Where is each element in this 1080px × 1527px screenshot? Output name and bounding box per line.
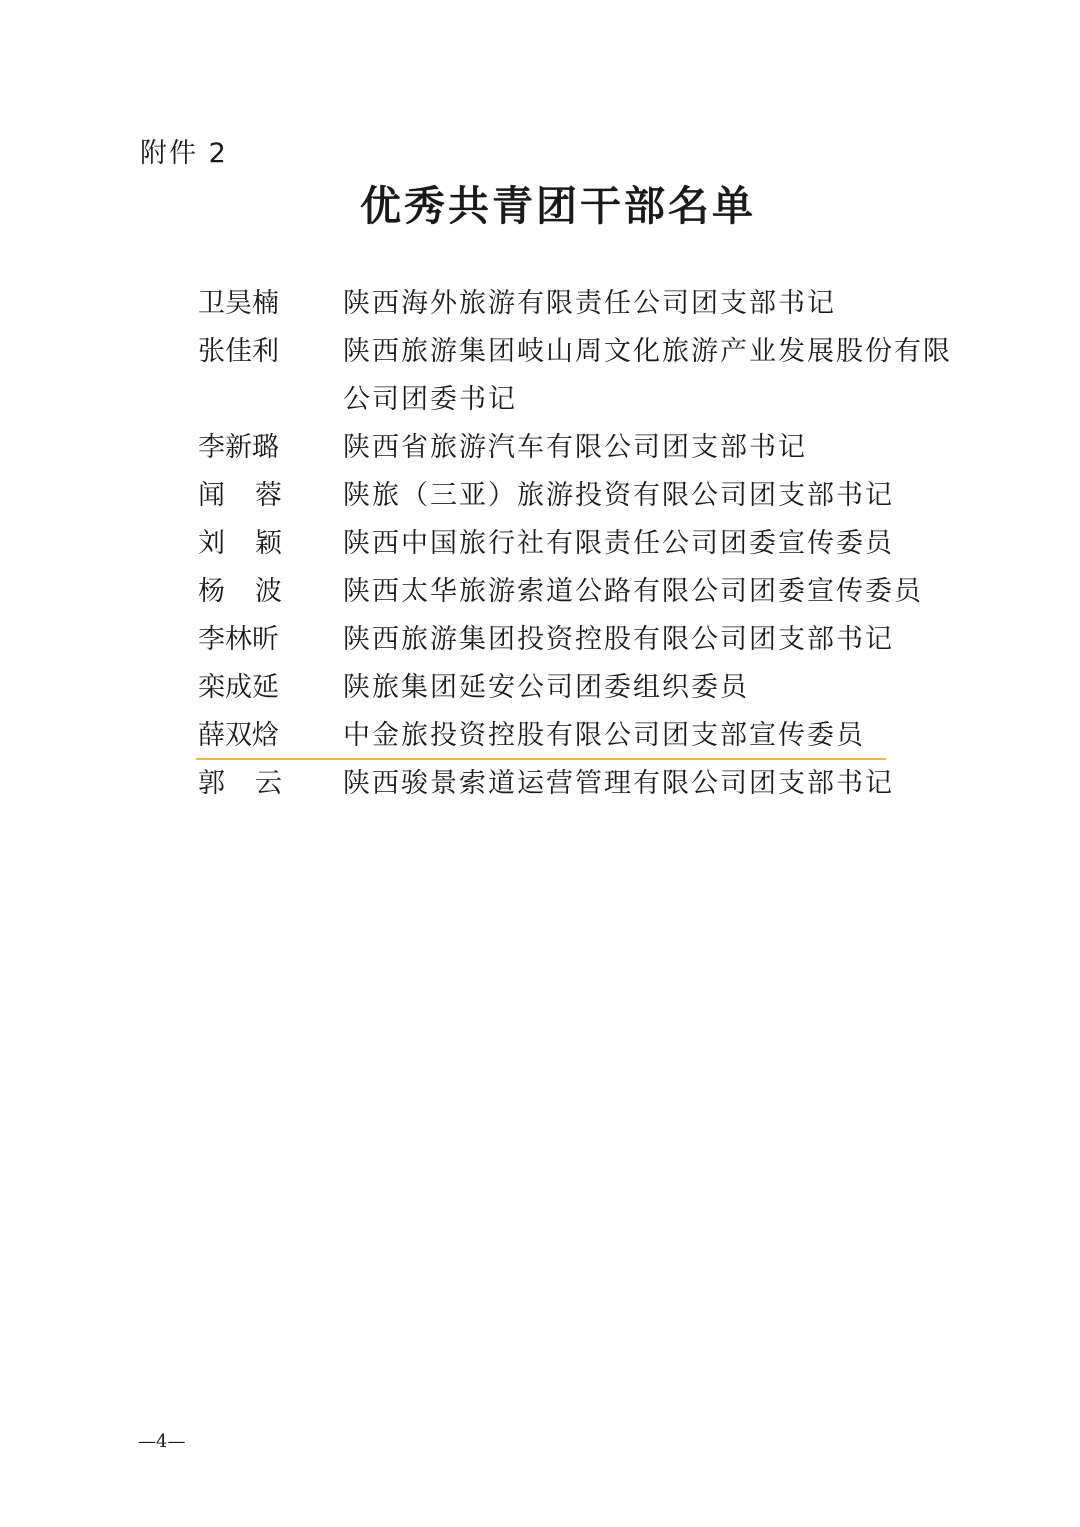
list-item <box>198 472 978 520</box>
list-item <box>198 520 978 568</box>
person-name: 卫昊楠 <box>198 288 279 319</box>
cadre-list <box>198 280 978 808</box>
highlight-divider <box>196 758 886 760</box>
person-name: 李新璐 <box>198 432 279 463</box>
person-name: 李林昕 <box>198 624 279 655</box>
list-item <box>198 760 978 808</box>
list-item <box>198 280 978 328</box>
person-position: 陕西省旅游汽车有限公司团支部书记 <box>343 432 807 463</box>
person-position: 陕西旅游集团投资控股有限公司团支部书记 <box>343 624 894 655</box>
list-item <box>198 664 978 712</box>
person-position: 陕西骏景索道运营管理有限公司团支部书记 <box>343 768 894 799</box>
list-item <box>198 328 978 424</box>
person-name: 薛双焓 <box>198 720 279 751</box>
person-position: 陕西中国旅行社有限责任公司团委宣传委员 <box>343 528 894 559</box>
person-position: 陕旅集团延安公司团委组织委员 <box>343 672 749 703</box>
person-position: 陕西海外旅游有限责任公司团支部书记 <box>343 288 836 319</box>
person-name: 杨波 <box>198 576 312 607</box>
person-position: 中金旅投资控股有限公司团支部宣传委员 <box>343 720 865 751</box>
person-name: 栾成延 <box>198 672 279 703</box>
page-number: —4— <box>138 1431 186 1452</box>
person-name: 张佳利 <box>198 336 279 367</box>
document-title: 优秀共青团干部名单 <box>360 182 756 230</box>
attachment-label: 附件 2 <box>140 138 228 169</box>
list-item <box>198 712 978 760</box>
person-name: 郭云 <box>198 768 312 799</box>
list-item <box>198 424 978 472</box>
person-name: 闻蓉 <box>198 480 312 511</box>
person-position: 陕西旅游集团岐山周文化旅游产业发展股份有限公司团委书记 <box>343 336 952 415</box>
person-name: 刘颖 <box>198 528 312 559</box>
list-item <box>198 568 978 616</box>
person-position: 陕西太华旅游索道公路有限公司团委宣传委员 <box>343 576 923 607</box>
list-item <box>198 616 978 664</box>
person-position: 陕旅（三亚）旅游投资有限公司团支部书记 <box>343 480 894 511</box>
